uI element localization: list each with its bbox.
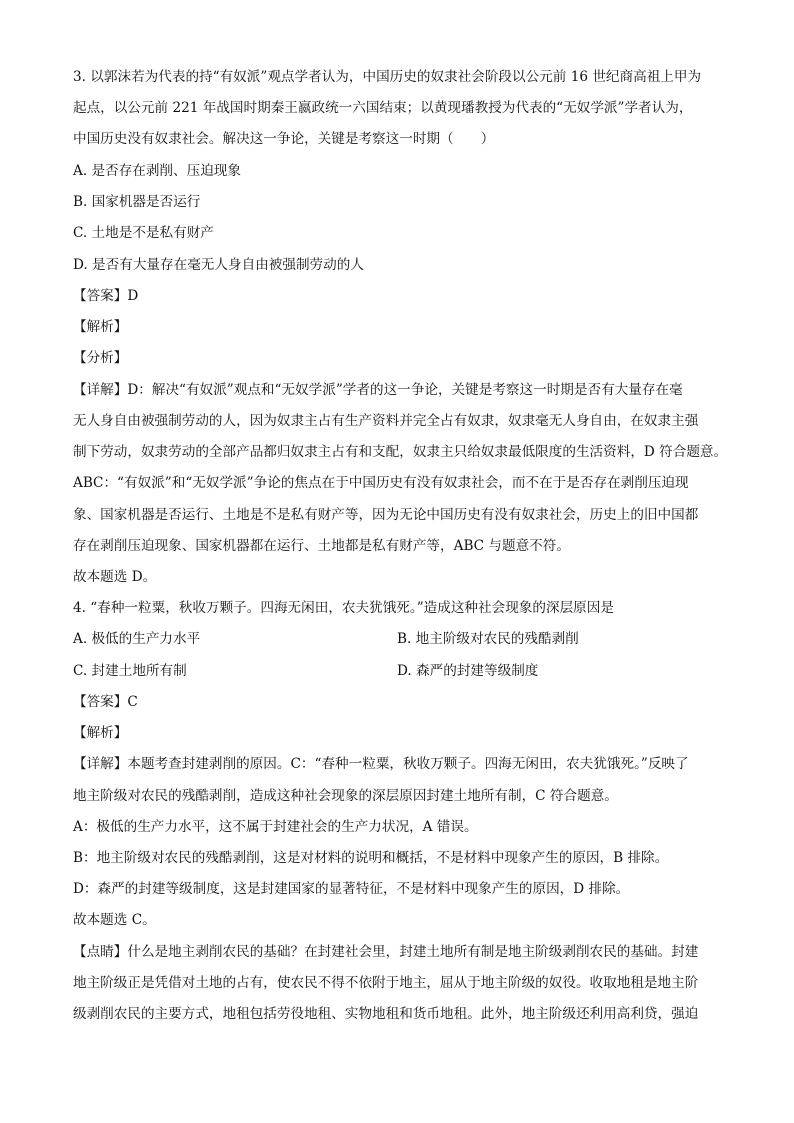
q4-dianjing-line-2: 地主阶级正是凭借对土地的占有，使农民不得不依附于地主，屈从于地主阶级的奴役。收取地租是地主阶 <box>73 975 699 991</box>
q4-detail-line-4: B：地主阶级对农民的残酷剥削，这是对材料的说明和概括，不是材料中现象产生的原因，B 排除。 <box>73 850 669 866</box>
q3-stem-line-3: 中国历史没有奴隶社会。解决这一争论，关键是考察这一时期（ ） <box>73 131 495 147</box>
q4-detail-line-3: A：极低的生产力水平，这不属于封建社会的生产力状况，A 错误。 <box>73 819 478 835</box>
q3-conclusion: 故本题选 D。 <box>73 569 157 585</box>
q3-stem-line-2: 起点，以公元前 221 年战国时期秦王嬴政统一六国结束；以黄现璠教授为代表的“无奴学派”学者认为， <box>73 100 693 116</box>
q3-analysis-heading: 【解析】 <box>73 319 128 335</box>
q3-detail-line-5: 象、国家机器是否运行、土地是不是私有财产等，因为无论中国历史有没有奴隶社会，历史上的旧中国都 <box>73 507 699 523</box>
q3-detail-line-6: 存在剥削压迫现象、国家机器都在运行、土地都是私有财产等，ABC 与题意不符。 <box>73 538 570 554</box>
q3-detail-line-4: ABC：“有奴派”和“无奴学派”争论的焦点在于中国历史有没有奴隶社会，而不在于是否存在剥削压迫现 <box>73 475 689 491</box>
q4-option-d: D. 森严的封建等级制度 <box>397 663 539 679</box>
q3-detail-line-2: 无人身自由被强制劳动的人，因为奴隶主占有生产资料并完全占有奴隶，奴隶毫无人身自由，在奴隶主强 <box>73 413 699 429</box>
q3-detail-line-3: 制下劳动，奴隶劳动的全部产品都归奴隶主占有和支配，奴隶主只给奴隶最低限度的生活资料，D 符合题意。 <box>73 444 728 460</box>
q3-option-b: B. 国家机器是否运行 <box>73 194 201 210</box>
q3-fenxi-heading: 【分析】 <box>73 350 128 366</box>
q3-answer: 【答案】D <box>73 288 139 304</box>
q4-dianjing-line-1: 【点睛】什么是地主剥削农民的基础？在封建社会里，封建土地所有制是地主阶级剥削农民的基础。封建 <box>73 944 699 960</box>
q4-detail-line-2: 地主阶级对农民的残酷剥削，造成这种社会现象的深层原因封建土地所有制，C 符合题意。 <box>73 788 618 804</box>
q4-detail-line-1: 【详解】本题考查封建剥削的原因。C：“春种一粒粟，秋收万颗子。四海无闲田，农夫犹饿死。”反映了 <box>73 756 689 772</box>
q4-detail-line-5: D：森严的封建等级制度，这是封建国家的显著特征，不是材料中现象产生的原因，D 排除。 <box>73 881 630 897</box>
q3-option-c: C. 土地是不是私有财产 <box>73 225 214 241</box>
q4-answer: 【答案】C <box>73 694 138 710</box>
q4-option-a: A. 极低的生产力水平 <box>73 631 201 647</box>
q4-dianjing-line-3: 级剥削农民的主要方式，地租包括劳役地租、实物地租和货币地租。此外，地主阶级还利用高利贷，强迫 <box>73 1006 699 1022</box>
q4-option-b: B. 地主阶级对农民的残酷剥削 <box>397 631 579 647</box>
q4-analysis-heading: 【解析】 <box>73 725 128 741</box>
q4-option-c: C. 封建土地所有制 <box>73 663 187 679</box>
q3-option-d: D. 是否有大量存在毫无人身自由被强制劳动的人 <box>73 257 364 273</box>
q3-detail-line-1: 【详解】D：解决“有奴派”观点和“无奴学派”学者的这一争论，关键是考察这一时期是否有大量存在毫 <box>73 382 683 398</box>
q3-option-a: A. 是否存在剥削、压迫现象 <box>73 163 241 179</box>
q4-stem: 4. “春种一粒粟，秋收万颗子。四海无闲田，农夫犹饿死。”造成这种社会现象的深层原因是 <box>73 600 614 616</box>
q4-conclusion: 故本题选 C。 <box>73 912 156 928</box>
q3-stem-line-1: 3. 以郭沫若为代表的持“有奴派”观点学者认为，中国历史的奴隶社会阶段以公元前 16 世纪商高祖上甲为 <box>73 69 702 85</box>
